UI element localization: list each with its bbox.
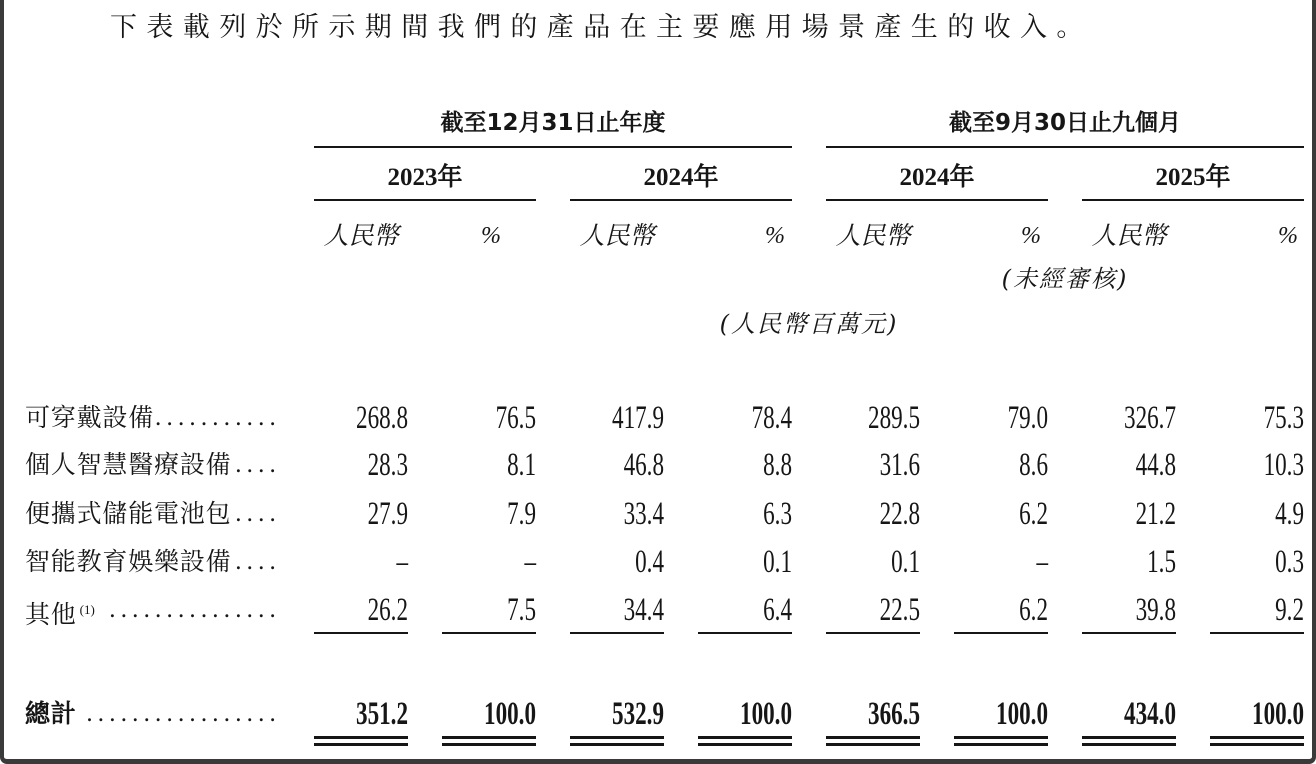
row-portable-energy-storage-battery-packs: [0, 494, 1316, 534]
nine-months-2025-rmb-cell: 1.5: [1147, 544, 1176, 580]
subtotal-rule: [1210, 632, 1304, 634]
total-double-rule: [698, 743, 792, 746]
leader-dots: .................: [86, 700, 281, 727]
fy2024-rmb-cell: 46.8: [623, 447, 664, 483]
currency-header: 人民幣: [835, 221, 911, 250]
fy2024-rmb-cell: 417.9: [612, 400, 664, 436]
row-name: 其他: [25, 600, 77, 629]
leader-dots: ...........: [155, 404, 281, 431]
nine-months-2025-rmb-cell: 44.8: [1135, 447, 1176, 483]
row-name: 總計: [25, 699, 77, 728]
subtotal-rule: [442, 632, 536, 634]
row-name: 便攜式儲能電池包: [25, 499, 232, 528]
fy2024-rmb-cell: 33.4: [623, 496, 664, 532]
row-label: [25, 590, 281, 630]
subtotal-rule: [314, 632, 408, 634]
period-header-rule: [826, 146, 1304, 148]
total-double-rule: [314, 743, 408, 746]
fy2023-pct-cell: –: [524, 544, 536, 580]
total-double-rule: [826, 743, 920, 746]
leader-dots: ...............: [109, 596, 281, 623]
year-header-rule: [314, 199, 536, 201]
year-header-rule: [570, 199, 792, 201]
year-header-fy2024: 2024年: [643, 164, 719, 191]
nine-months-2024-rmb-cell: 22.8: [879, 496, 920, 532]
total-double-rule: [1082, 743, 1176, 746]
fy2024-pct-total: 100.0: [740, 696, 792, 732]
fy2023-pct-cell: 8.1: [507, 447, 536, 483]
intro-sentence: 下表載列於所示期間我們的產品在主要應用場景產生的收入。: [110, 12, 1093, 43]
subtotal-rule: [954, 632, 1048, 634]
row-name: 智能教育娛樂設備: [25, 547, 232, 576]
unit-note: (人民幣百萬元): [719, 310, 899, 338]
nine-months-2025-rmb-cell: 21.2: [1135, 496, 1176, 532]
fy2023-rmb-total: 351.2: [356, 696, 408, 732]
row-label: [25, 494, 281, 534]
fy2024-pct-cell: 0.1: [763, 544, 792, 580]
currency-header: 人民幣: [579, 221, 655, 250]
fy2024-pct-cell: 6.4: [763, 592, 792, 628]
row-name: 可穿戴設備: [25, 403, 155, 432]
total-double-rule: [570, 743, 664, 746]
nine-months-2024-rmb-cell: 22.5: [879, 592, 920, 628]
nine-months-2024-rmb-cell: 0.1: [891, 544, 920, 580]
fy2023-pct-cell: 7.9: [507, 496, 536, 532]
fy2023-pct-cell: 7.5: [507, 592, 536, 628]
footnote-ref: (1): [79, 602, 95, 617]
total-double-rule: [954, 743, 1048, 746]
subtotal-rule: [826, 632, 920, 634]
period-header-full-year: 截至12月31日止年度: [440, 110, 666, 136]
percent-header: %: [1021, 223, 1041, 249]
nine-months-2024-pct-cell: –: [1036, 544, 1048, 580]
row-label: [25, 694, 281, 734]
nine-months-2025-rmb-cell: 39.8: [1135, 592, 1176, 628]
total-double-rule: [698, 736, 792, 739]
nine-months-2024-pct-cell: 8.6: [1019, 447, 1048, 483]
total-double-rule: [442, 736, 536, 739]
fy2023-pct-total: 100.0: [484, 696, 536, 732]
row-label: [25, 445, 281, 485]
nine-months-2025-pct-cell: 9.2: [1275, 592, 1304, 628]
fy2024-pct-cell: 8.8: [763, 447, 792, 483]
nine-months-2024-pct-cell: 6.2: [1019, 592, 1048, 628]
subtotal-rule: [698, 632, 792, 634]
period-header-nine-months: 截至9月30日止九個月: [948, 110, 1181, 136]
total-double-rule: [1082, 736, 1176, 739]
leader-dots: ....: [235, 500, 281, 527]
nine-months-2024-rmb-cell: 31.6: [879, 447, 920, 483]
nine-months-2024-rmb-total: 366.5: [868, 696, 920, 732]
row-total: [0, 694, 1316, 734]
row-wearable-devices: [0, 398, 1316, 438]
fy2024-rmb-total: 532.9: [612, 696, 664, 732]
fy2023-rmb-cell: 26.2: [367, 592, 408, 628]
fy2023-rmb-cell: 268.8: [356, 400, 408, 436]
nine-months-2025-pct-cell: 0.3: [1275, 544, 1304, 580]
total-double-rule: [570, 736, 664, 739]
nine-months-2025-pct-cell: 4.9: [1275, 496, 1304, 532]
subtotal-rule: [1082, 632, 1176, 634]
nine-months-2024-pct-total: 100.0: [996, 696, 1048, 732]
currency-header: 人民幣: [323, 221, 399, 250]
fy2023-pct-cell: 76.5: [495, 400, 536, 436]
unaudited-note: (未經審核): [1001, 265, 1129, 293]
year-header-fy2023: 2023年: [387, 164, 463, 191]
nine-months-2025-rmb-total: 434.0: [1124, 696, 1176, 732]
nine-months-2025-rmb-cell: 326.7: [1124, 400, 1176, 436]
fy2023-rmb-cell: 28.3: [367, 447, 408, 483]
total-double-rule: [314, 736, 408, 739]
total-double-rule: [826, 736, 920, 739]
row-others: [0, 590, 1316, 630]
fy2024-pct-cell: 78.4: [751, 400, 792, 436]
year-header-rule: [826, 199, 1048, 201]
nine-months-2025-pct-cell: 75.3: [1263, 400, 1304, 436]
row-label: [25, 398, 281, 438]
year-header-9m2025: 2025年: [1155, 164, 1231, 191]
fy2023-rmb-cell: –: [396, 544, 408, 580]
leader-dots: ....: [235, 451, 281, 478]
row-label: [25, 542, 281, 582]
nine-months-2025-pct-total: 100.0: [1252, 696, 1304, 732]
percent-header: %: [481, 223, 501, 249]
total-double-rule: [954, 736, 1048, 739]
year-header-9m2024: 2024年: [899, 164, 975, 191]
nine-months-2024-pct-cell: 6.2: [1019, 496, 1048, 532]
percent-header: %: [765, 223, 785, 249]
period-header-rule: [314, 146, 792, 148]
leader-dots: ....: [235, 548, 281, 575]
year-header-rule: [1082, 199, 1304, 201]
row-name: 個人智慧醫療設備: [25, 450, 232, 479]
row-smart-education-entertainment-devices: [0, 542, 1316, 582]
fy2023-rmb-cell: 27.9: [367, 496, 408, 532]
nine-months-2024-rmb-cell: 289.5: [868, 400, 920, 436]
subtotal-rule: [570, 632, 664, 634]
fy2024-rmb-cell: 0.4: [635, 544, 664, 580]
total-double-rule: [1210, 743, 1304, 746]
nine-months-2024-pct-cell: 79.0: [1007, 400, 1048, 436]
percent-header: %: [1278, 223, 1298, 249]
nine-months-2025-pct-cell: 10.3: [1263, 447, 1304, 483]
total-double-rule: [1210, 736, 1304, 739]
row-personal-smart-medical-devices: [0, 445, 1316, 485]
fy2024-pct-cell: 6.3: [763, 496, 792, 532]
fy2024-rmb-cell: 34.4: [623, 592, 664, 628]
total-double-rule: [442, 743, 536, 746]
currency-header: 人民幣: [1091, 221, 1167, 250]
